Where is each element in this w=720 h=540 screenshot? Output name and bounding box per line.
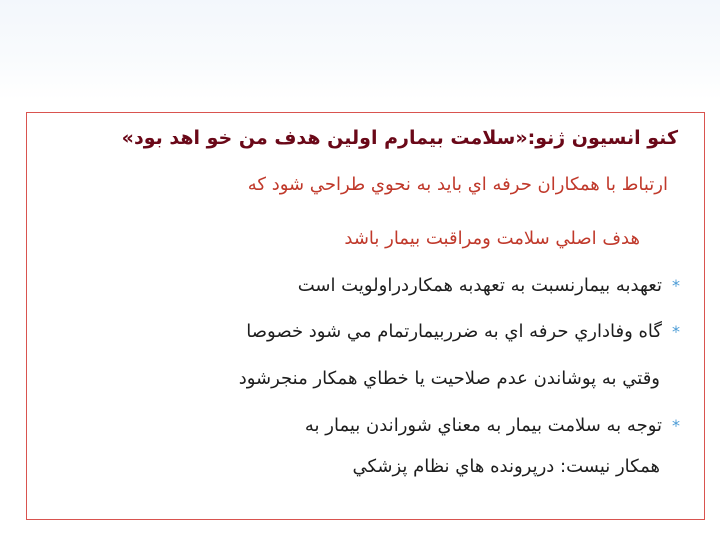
bullet-icon: * <box>672 275 680 295</box>
bullet-text-2: گاه وفاداري حرفه اي به ضرربيمارتمام مي شود خصوصا <box>246 320 662 342</box>
bullet-item-3 <box>305 410 684 440</box>
bullet-continuation-3: همكار نيست: درپرونده هاي نظام پزشكي <box>352 456 660 477</box>
intro-line-2: هدف اصلي سلامت ومراقبت بيمار باشد <box>344 228 640 249</box>
bullet-text-1: تعهدبه بيمارنسبت به تعهدبه همكاردراولويت است <box>297 274 662 296</box>
bullet-icon: * <box>672 415 680 435</box>
bullet-item-2 <box>246 316 684 346</box>
bullet-continuation-2: وقتي به پوشاندن عدم صلاحيت يا خطاي همكار منجرشود <box>238 368 660 389</box>
bullet-text-3: توجه به سلامت بيمار به معناي شوراندن بيمار به <box>304 414 662 436</box>
intro-line-1: ارتباط با همكاران حرفه اي بايد به نحوي طراحي شود كه <box>247 174 668 195</box>
bullet-item-1 <box>298 270 684 300</box>
slide-title: كنو انسيون ژنو:«سلامت بيمارم اولين هدف من خو اهد بود» <box>121 127 678 149</box>
bullet-icon: * <box>672 321 680 341</box>
slide-header-band <box>0 0 720 100</box>
